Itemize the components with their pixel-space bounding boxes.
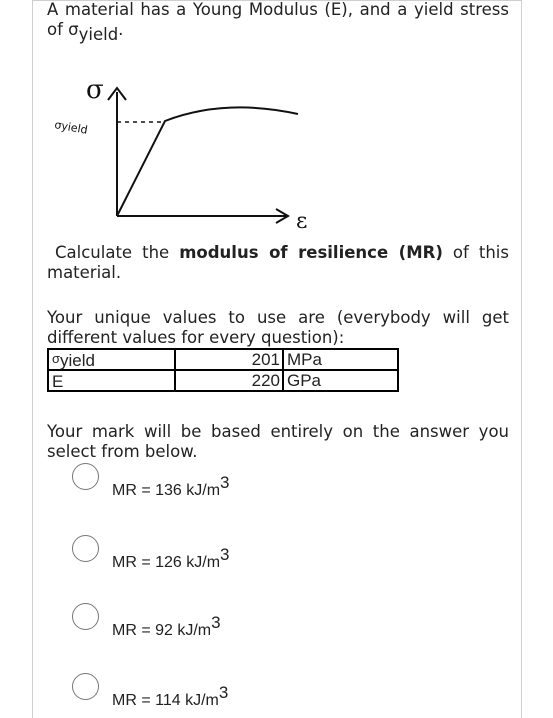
- symbol-name: E: [52, 372, 64, 391]
- sigma-axis-label: σ: [86, 78, 104, 105]
- value-cell: 220: [175, 370, 283, 391]
- symbol-cell: [48, 370, 175, 391]
- radio-button[interactable]: [72, 535, 99, 562]
- value-cell: 201: [175, 349, 283, 370]
- intro-period: .: [118, 20, 124, 39]
- epsilon-axis-label: ε: [296, 209, 308, 234]
- sigma-prefix: σ: [52, 351, 61, 366]
- table-row: [48, 349, 398, 370]
- answer-text: MR = 126 kJ/m: [112, 554, 221, 571]
- answer-label[interactable]: [112, 613, 221, 640]
- answer-text: MR = 136 kJ/m: [112, 482, 221, 499]
- answer-exponent: 3: [218, 683, 229, 702]
- unique-values-text: Your unique values to use are (everybody will get different values for every question):: [47, 308, 509, 347]
- answer-exponent: 3: [211, 613, 221, 632]
- stress-strain-curve: [117, 107, 298, 216]
- radio-button[interactable]: [72, 463, 99, 490]
- intro-text: A material has a Young Modulus (E), and a yield stress of σ: [47, 0, 509, 39]
- calc-instruction: [47, 243, 509, 283]
- yield-label: σyield: [53, 118, 89, 137]
- radio-button[interactable]: [72, 603, 99, 630]
- answer-exponent: 3: [220, 473, 230, 492]
- symbol-cell: [48, 349, 175, 370]
- answer-text: MR = 92 kJ/m: [112, 622, 212, 639]
- unit-cell: GPa: [283, 370, 398, 391]
- symbol-name: yield: [60, 351, 95, 370]
- answer-label[interactable]: [112, 473, 230, 500]
- answer-exponent: 3: [220, 545, 230, 564]
- radio-button[interactable]: [72, 673, 99, 700]
- values-table: [47, 348, 399, 392]
- intro-subscript: yield: [78, 25, 119, 44]
- calc-prefix: Calculate the: [55, 243, 180, 262]
- mark-instruction: Your mark will be based entirely on the answer you select from below.: [47, 422, 509, 461]
- calc-suffix: of this material.: [47, 243, 509, 282]
- stress-strain-diagram: [50, 78, 310, 238]
- answer-label[interactable]: [112, 545, 230, 572]
- table-row: [48, 370, 398, 391]
- calc-bold: modulus of resilience (MR): [179, 243, 443, 262]
- question-intro: [47, 0, 509, 44]
- unit-cell: MPa: [283, 349, 398, 370]
- answer-text: MR = 114 kJ/m: [112, 692, 219, 709]
- answer-label[interactable]: [112, 683, 228, 710]
